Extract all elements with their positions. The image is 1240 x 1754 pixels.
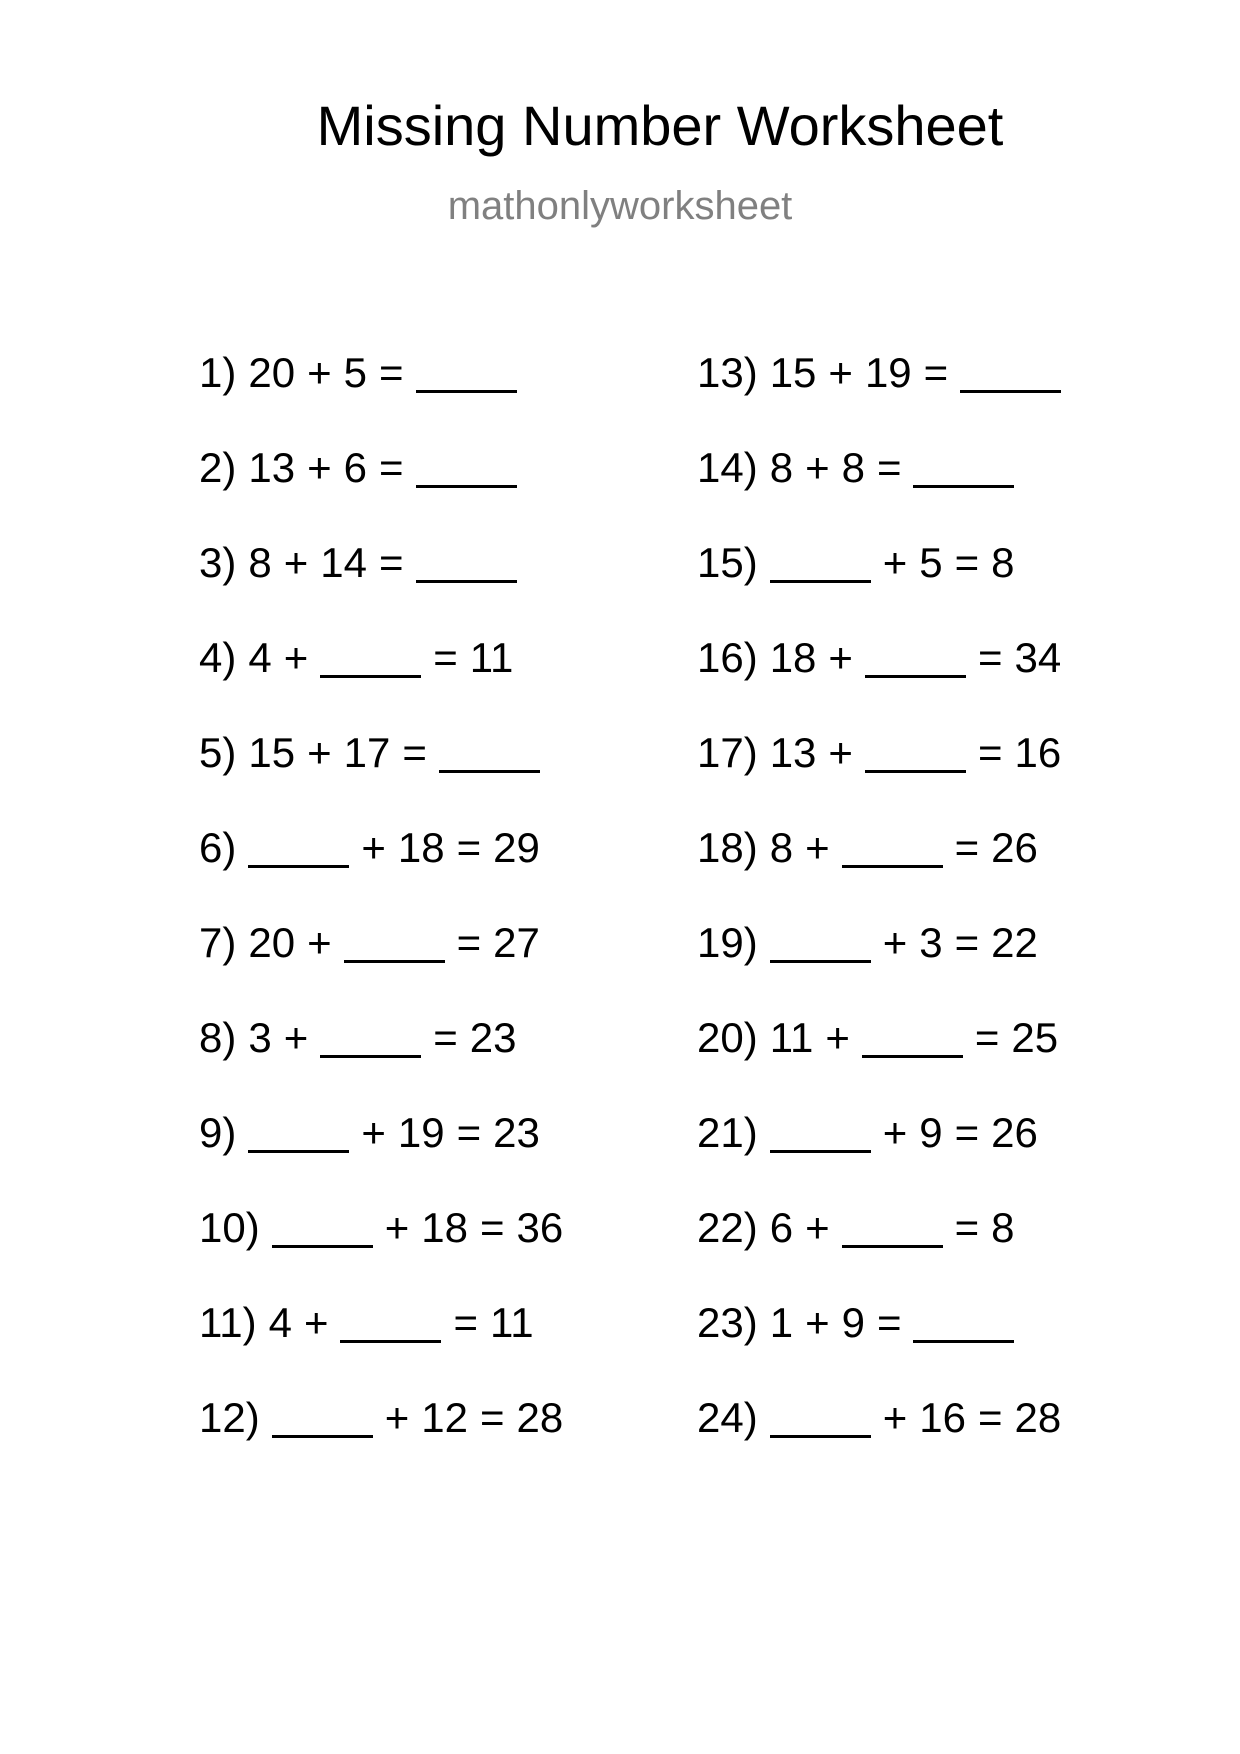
plus-sign: +	[805, 1299, 830, 1346]
operand: 12	[421, 1394, 468, 1441]
problem-number: 15)	[697, 539, 758, 586]
plus-sign: +	[882, 539, 908, 586]
equals-sign: =	[433, 634, 458, 681]
result: 34	[1014, 634, 1062, 681]
answer-blank[interactable]	[416, 544, 517, 583]
operand: 8	[248, 539, 272, 586]
problem-row	[697, 1013, 1061, 1108]
problem-row	[199, 1298, 563, 1393]
problem-row	[697, 1393, 1061, 1488]
operand: 5	[919, 539, 943, 586]
answer-blank[interactable]	[344, 924, 445, 963]
equals-sign: =	[378, 539, 404, 586]
equals-sign: =	[479, 1204, 505, 1251]
problem-number: 9)	[199, 1109, 237, 1156]
operand: 20	[248, 349, 296, 396]
answer-blank[interactable]	[272, 1399, 373, 1438]
operand: 3	[248, 1014, 272, 1061]
problem-number: 12)	[199, 1394, 260, 1441]
equals-sign: =	[974, 1014, 1000, 1061]
answer-blank[interactable]	[770, 1114, 871, 1153]
problem-row	[199, 1013, 563, 1108]
plus-sign: +	[882, 1394, 908, 1441]
problem-number: 22)	[697, 1204, 758, 1251]
problem-row	[697, 728, 1061, 823]
problem-number: 21)	[697, 1109, 758, 1156]
plus-sign: +	[882, 1109, 908, 1156]
plus-sign: +	[825, 1014, 850, 1061]
worksheet-subtitle: mathonlyworksheet	[447, 184, 793, 228]
equals-sign: =	[977, 634, 1003, 681]
problem-row	[697, 348, 1061, 443]
operand: 4	[268, 1299, 292, 1346]
equals-sign: =	[977, 1394, 1003, 1441]
operand: 18	[397, 824, 445, 871]
plus-sign: +	[307, 349, 332, 396]
equals-sign: =	[456, 919, 482, 966]
problem-number: 18)	[697, 824, 758, 871]
problem-row	[199, 1393, 563, 1488]
problem-number: 24)	[697, 1394, 758, 1441]
equals-sign: =	[876, 444, 902, 491]
result: 27	[493, 919, 540, 966]
problem-row	[697, 538, 1061, 633]
answer-blank[interactable]	[913, 1304, 1014, 1343]
result: 28	[1014, 1394, 1062, 1441]
operand: 18	[769, 634, 817, 681]
problem-row	[697, 1108, 1061, 1203]
operand: 4	[248, 634, 272, 681]
problem-row	[697, 633, 1061, 728]
equals-sign: =	[923, 349, 949, 396]
equals-sign: =	[954, 824, 980, 871]
operand: 13	[769, 729, 817, 776]
plus-sign: +	[307, 919, 332, 966]
worksheet-title: Missing Number Worksheet	[316, 94, 1004, 157]
answer-blank[interactable]	[248, 1114, 349, 1153]
result: 36	[516, 1204, 564, 1251]
plus-sign: +	[805, 824, 830, 871]
problem-row	[199, 823, 563, 918]
problem-row	[697, 823, 1061, 918]
answer-blank[interactable]	[865, 639, 966, 678]
result: 26	[991, 824, 1038, 871]
operand: 8	[769, 444, 794, 491]
problems-column-right	[697, 348, 1061, 1488]
problem-number: 6)	[199, 824, 237, 871]
equals-sign: =	[479, 1394, 505, 1441]
problem-number: 10)	[199, 1204, 260, 1251]
problem-row	[697, 1298, 1061, 1393]
equals-sign: =	[456, 1109, 482, 1156]
operand: 6	[769, 1204, 794, 1251]
plus-sign: +	[384, 1204, 410, 1251]
plus-sign: +	[361, 824, 386, 871]
plus-sign: +	[384, 1394, 410, 1441]
problem-row	[697, 918, 1061, 1013]
operand: 1	[769, 1299, 794, 1346]
problem-row	[199, 728, 563, 823]
answer-blank[interactable]	[865, 734, 966, 773]
result: 26	[991, 1109, 1038, 1156]
plus-sign: +	[283, 539, 309, 586]
answer-blank[interactable]	[272, 1209, 373, 1248]
operand: 20	[248, 919, 296, 966]
plus-sign: +	[805, 1204, 830, 1251]
equals-sign: =	[954, 1109, 980, 1156]
result: 22	[991, 919, 1038, 966]
result: 11	[490, 1299, 534, 1346]
equals-sign: =	[402, 729, 427, 776]
equals-sign: =	[378, 444, 404, 491]
answer-blank[interactable]	[842, 829, 943, 868]
operand: 16	[919, 1394, 966, 1441]
equals-sign: =	[954, 919, 980, 966]
plus-sign: +	[882, 919, 908, 966]
plus-sign: +	[303, 1299, 329, 1346]
problem-row	[199, 443, 563, 538]
answer-blank[interactable]	[770, 1399, 871, 1438]
equals-sign: =	[453, 1299, 479, 1346]
equals-sign: =	[977, 729, 1003, 776]
problem-number: 17)	[697, 729, 758, 776]
problem-row	[199, 1203, 563, 1298]
operand: 15	[769, 349, 817, 396]
problem-number: 4)	[199, 634, 237, 681]
answer-blank[interactable]	[416, 354, 517, 393]
operand: 8	[769, 824, 794, 871]
operand: 6	[343, 444, 367, 491]
operand: 19	[397, 1109, 445, 1156]
plus-sign: +	[307, 729, 332, 776]
answer-blank[interactable]	[862, 1019, 963, 1058]
plus-sign: +	[283, 1014, 309, 1061]
plus-sign: +	[361, 1109, 386, 1156]
answer-blank[interactable]	[770, 924, 871, 963]
operand: 8	[841, 444, 865, 491]
plus-sign: +	[805, 444, 830, 491]
answer-blank[interactable]	[770, 544, 871, 583]
operand: 17	[343, 729, 391, 776]
problem-row	[199, 633, 563, 728]
problem-number: 20)	[697, 1014, 758, 1061]
problem-row	[697, 443, 1061, 538]
problem-number: 1)	[199, 349, 237, 396]
problem-row	[697, 1203, 1061, 1298]
result: 25	[1011, 1014, 1059, 1061]
answer-blank[interactable]	[913, 449, 1014, 488]
problem-number: 11)	[199, 1299, 257, 1346]
answer-blank[interactable]	[439, 734, 540, 773]
answer-blank[interactable]	[842, 1209, 943, 1248]
problem-number: 2)	[199, 444, 237, 491]
problem-number: 23)	[697, 1299, 758, 1346]
result: 29	[493, 824, 540, 871]
result: 11	[469, 634, 514, 681]
plus-sign: +	[828, 634, 853, 681]
operand: 3	[919, 919, 943, 966]
equals-sign: =	[954, 1204, 980, 1251]
result: 23	[469, 1014, 517, 1061]
operand: 11	[769, 1014, 814, 1061]
problem-number: 3)	[199, 539, 237, 586]
answer-blank[interactable]	[416, 449, 517, 488]
plus-sign: +	[828, 349, 853, 396]
equals-sign: =	[876, 1299, 902, 1346]
answer-blank[interactable]	[320, 639, 421, 678]
operand: 18	[421, 1204, 468, 1251]
problems-column-left	[199, 348, 563, 1488]
answer-blank[interactable]	[960, 354, 1061, 393]
operand: 9	[841, 1299, 865, 1346]
answer-blank[interactable]	[320, 1019, 421, 1058]
equals-sign: =	[433, 1014, 458, 1061]
operand: 9	[919, 1109, 943, 1156]
plus-sign: +	[283, 634, 309, 681]
equals-sign: =	[456, 824, 482, 871]
answer-blank[interactable]	[340, 1304, 441, 1343]
operand: 13	[248, 444, 296, 491]
problem-number: 7)	[199, 919, 237, 966]
plus-sign: +	[828, 729, 853, 776]
plus-sign: +	[307, 444, 332, 491]
problem-number: 5)	[199, 729, 237, 776]
operand: 15	[248, 729, 296, 776]
result: 23	[493, 1109, 540, 1156]
problem-number: 13)	[697, 349, 758, 396]
problem-row	[199, 1108, 563, 1203]
result: 16	[1014, 729, 1062, 776]
problem-row	[199, 918, 563, 1013]
problem-row	[199, 538, 563, 633]
answer-blank[interactable]	[248, 829, 349, 868]
result: 8	[991, 1204, 1015, 1251]
operand: 14	[320, 539, 367, 586]
result: 8	[991, 539, 1015, 586]
problem-number: 14)	[697, 444, 758, 491]
problem-row	[199, 348, 563, 443]
equals-sign: =	[378, 349, 404, 396]
operand: 19	[864, 349, 912, 396]
problem-number: 19)	[697, 919, 758, 966]
result: 28	[516, 1394, 564, 1441]
operand: 5	[343, 349, 367, 396]
equals-sign: =	[954, 539, 980, 586]
problem-number: 16)	[697, 634, 758, 681]
problem-number: 8)	[199, 1014, 237, 1061]
